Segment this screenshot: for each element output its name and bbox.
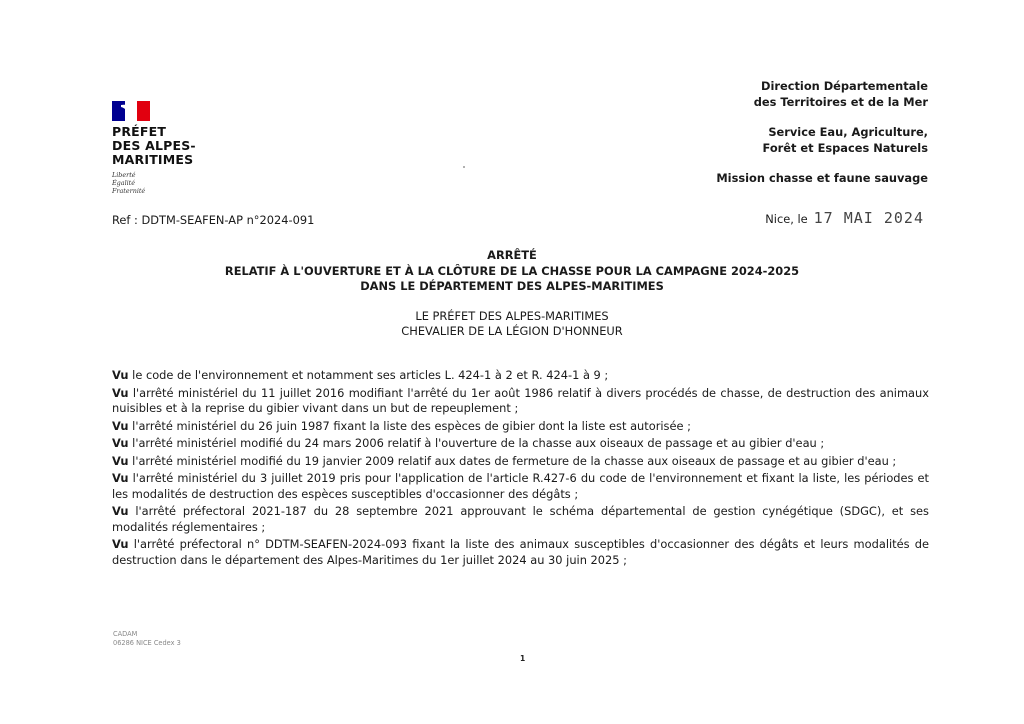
- legal-basis-item: Vu l'arrêté ministériel modifié du 24 mars 2006 relatif à l'ouverture de la chasse aux oiseaux de passage et au gibier d'eau ;: [112, 436, 825, 450]
- legal-basis-item: Vu l'arrêté ministériel du 11 juillet 2016 modifiant l'arrêté du 1er août 1986 relatif à divers procédés de chasse, de destruction des animaux nuisibles et à la reprise du gibier vivant dans un but de repeuplement ;: [112, 385, 929, 415]
- direction-block: Direction Départementale des Territoires et de la Mer: [753, 79, 928, 109]
- date-stamp: 17 MAI 2024: [813, 209, 924, 227]
- reference-number: Ref : DDTM-SEAFEN-AP n°2024-091: [112, 213, 315, 227]
- legal-basis-item: Vu le code de l'environnement et notamment ses articles L. 424-1 à 2 et R. 424-1 à 9 ;: [112, 368, 609, 382]
- service-block: Service Eau, Agriculture, Forêt et Espaces Naturels: [762, 125, 928, 155]
- prefecture-logo: [112, 101, 222, 195]
- prefect-name: PRÉFET DES ALPES- MARITIMES: [112, 124, 196, 167]
- legal-basis-item: Vu l'arrêté préfectoral n° DDTM-SEAFEN-2024-093 fixant la liste des animaux susceptibles d'occasionner des dégâts et leurs modalités de destruction dans le département des Alpes-Maritimes du 1er juillet 2024 au 30 juin 2025 ;: [112, 537, 929, 567]
- legal-basis-list: [112, 368, 929, 570]
- postal-address-footer: CADAM 06286 NICE Cedex 3: [113, 630, 181, 647]
- date-place: Nice, le: [765, 212, 808, 226]
- prefect-heading: LE PRÉFET DES ALPES-MARITIMES CHEVALIER DE LA LÉGION D'HONNEUR: [401, 309, 623, 338]
- legal-basis-item: Vu l'arrêté ministériel du 3 juillet 2019 pris pour l'application de l'article R.427-6 du code de l'environnement et fixant la liste, les périodes et les modalités de destruction des espèces susceptibles d'occasionner des dégâts ;: [112, 471, 929, 501]
- legal-basis-item: Vu l'arrêté ministériel modifié du 19 janvier 2009 relatif aux dates de fermeture de la chasse aux oiseaux de passage et au gibier d'eau ;: [112, 453, 897, 468]
- marianne-flag-icon: [112, 101, 150, 121]
- date-line: [765, 209, 924, 227]
- legal-basis-item: Vu l'arrêté ministériel du 26 juin 1987 fixant la liste des espèces de gibier dont la liste est autorisée ;: [112, 418, 691, 433]
- issuing-service-header: [716, 78, 928, 200]
- page-number: 1: [520, 654, 526, 663]
- scan-speck: [463, 166, 465, 168]
- legal-basis-item: Vu l'arrêté préfectoral 2021-187 du 28 septembre 2021 approuvant le schéma départemental de gestion cynégétique (SDGC), et ses modalités réglementaires ;: [112, 504, 929, 534]
- document-title: ARRÊTÉ RELATIF À L'OUVERTURE ET À LA CLÔTURE DE LA CHASSE POUR LA CAMPAGNE 2024-2025 DANS LE DÉPARTEMENT DES ALPES-MARITIMES: [224, 248, 800, 293]
- republic-motto: Liberté Égalité Fraternité: [112, 171, 146, 195]
- mission-block: Mission chasse et faune sauvage: [716, 171, 928, 185]
